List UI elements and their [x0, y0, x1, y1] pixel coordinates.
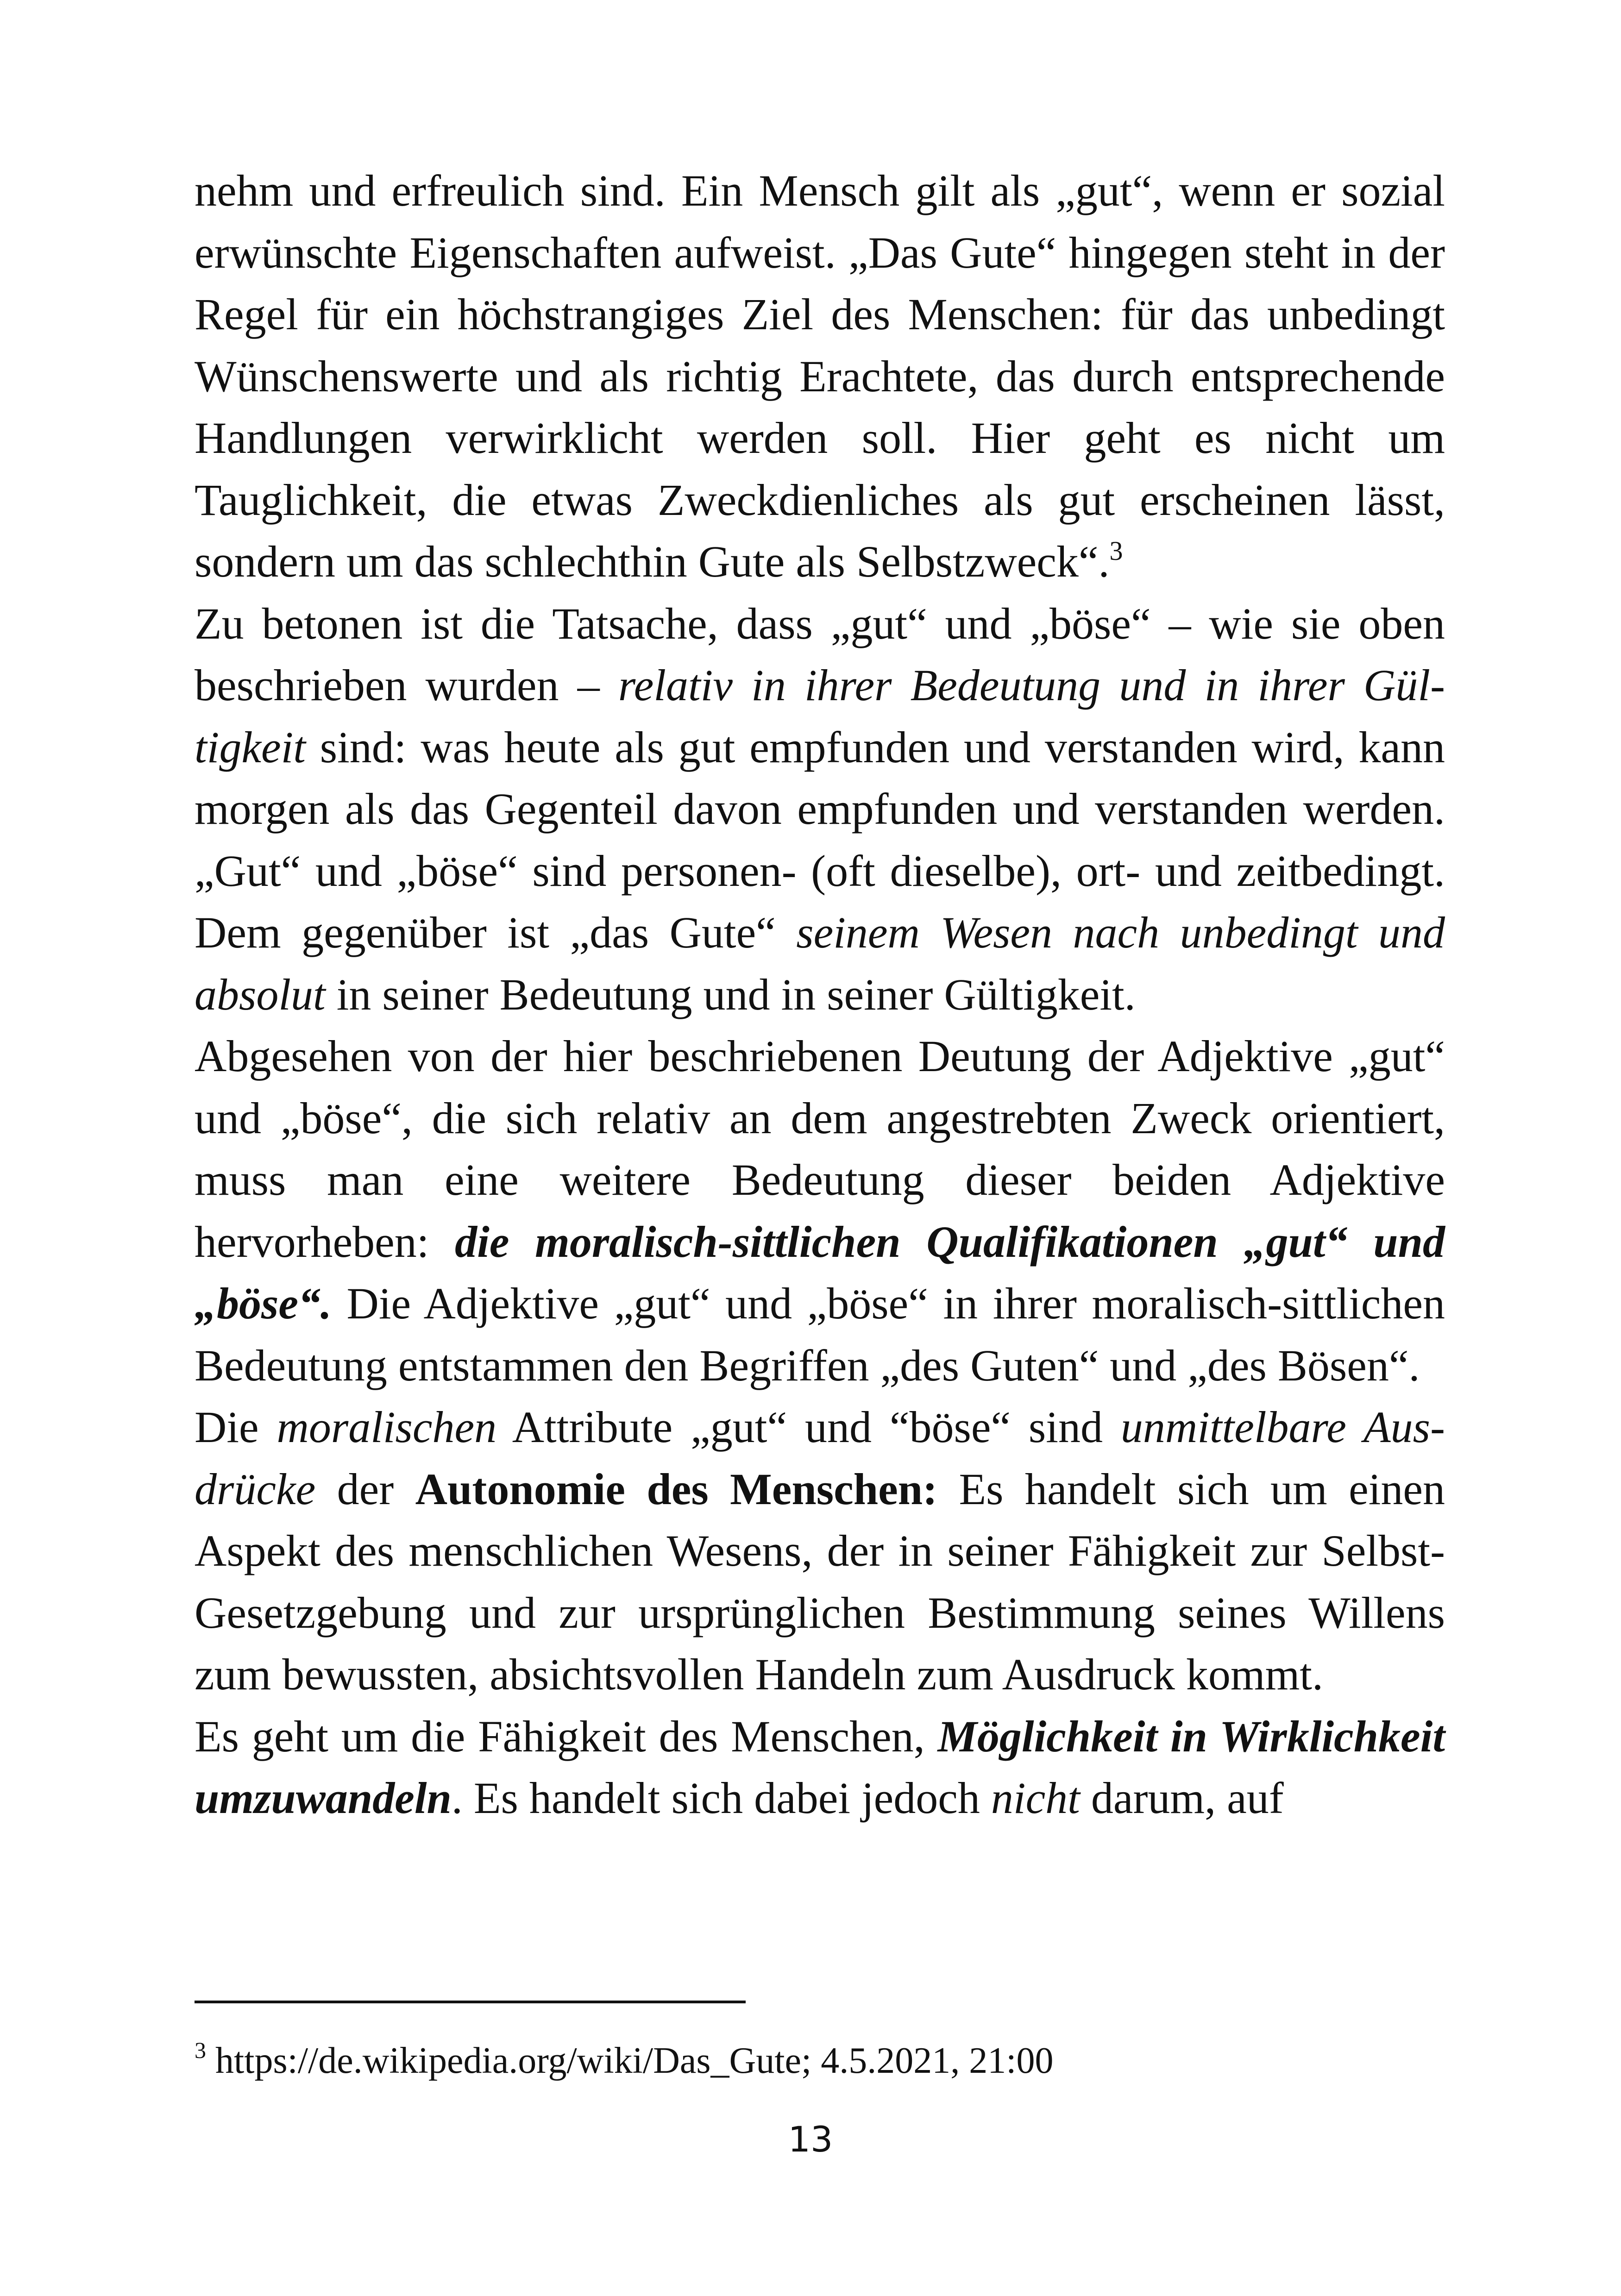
footnote-marker: 3	[195, 2037, 206, 2063]
body-text	[195, 160, 1445, 1829]
text-run: Möglichkeit in Wirklichkeit umzuwandeln	[195, 1711, 1445, 1823]
paragraph	[195, 593, 1445, 1026]
text-run: unmittelbare Ausdrücke	[195, 1402, 1445, 1514]
paragraph	[195, 1706, 1445, 1829]
text-run: Attribute „gut“ und “böse“ sind	[496, 1402, 1121, 1452]
text-run: in seiner Bedeutung und in seiner Gültigkeit.	[325, 969, 1136, 1019]
paragraph	[195, 160, 1445, 593]
text-run: Abgesehen von der hier beschriebenen Deutung der Adjektive „gut“ und „böse“, die sich relativ an dem angestrebten Zweck orientiert, muss man eine weitere Bedeutung dieser beiden Adjektive hervorheben:	[195, 1031, 1445, 1267]
text-run: nicht	[991, 1773, 1080, 1823]
text-run: Die	[195, 1402, 277, 1452]
footnote-text: https://de.wikipedia.org/wiki/Das_Gute; 4.5.2021, 21:00	[206, 2040, 1054, 2081]
text-run: Autonomie des Menschen:	[415, 1464, 938, 1514]
text-run: sind: was heute als gut empfunden und verstanden wird, kann morgen als das Gegenteil davon empfunden und verstanden werden. „Gut“ und „böse“ sind personen- (oft dieselbe), ort- und zeitbedingt. Dem gegenüber ist „das Gute“	[195, 722, 1445, 957]
text-run: . Es handelt sich dabei jedoch	[451, 1773, 991, 1823]
paragraph	[195, 1025, 1445, 1396]
text-run: der	[315, 1464, 415, 1514]
footnote-reference: 3	[1109, 536, 1123, 566]
text-run: relativ in ihrer Bedeutung und in ihrer Gültigkeit	[195, 660, 1445, 772]
text-run: moralischen	[276, 1402, 497, 1452]
footnote-separator	[195, 2001, 746, 2003]
footnote	[195, 2035, 1445, 2086]
text-run: nehm und erfreulich sind. Ein Mensch gilt als „gut“, wenn er sozial erwünschte Eigenschaften aufweist. „Das Gute“ hingegen steht in der Regel für ein höchstrangiges Ziel des Menschen: für das unbedingt Wünschenswerte und als richtig Erachtete, das durch entsprechende Handlungen verwirklicht werden soll. Hier geht es nicht um Tauglichkeit, die etwas Zweckdienliches als gut erscheinen lässt, sondern um das schlechthin Gute als Selbstzweck“.	[195, 166, 1445, 586]
text-run: seinem Wesen nach unbedingt und absolut	[195, 908, 1445, 1019]
text-run: darum, auf	[1080, 1773, 1284, 1823]
text-run: Es handelt sich um einen Aspekt des menschlichen Wesens, der in seiner Fähigkeit zur Selbst-Gesetzgebung und zur ursprünglichen Bestimmung seines Willens zum bewussten, absichtsvollen Handeln zum Ausdruck kommt.	[195, 1464, 1445, 1699]
paragraph	[195, 1396, 1445, 1706]
text-run: Zu betonen ist die Tatsache, dass „gut“ und „böse“ – wie sie oben beschrieben wurden –	[195, 598, 1445, 710]
page-number: 13	[788, 2119, 833, 2160]
text-run: Die Adjektive „gut“ und „böse“ in ihrer moralisch-sittlichen Bedeutung entstammen den Begriffen „des Guten“ und „des Bösen“.	[195, 1279, 1445, 1390]
text-run: Es geht um die Fähigkeit des Menschen,	[195, 1711, 938, 1761]
text-run: die moralisch-sittlichen Qualifikationen „gut“ und „böse“.	[195, 1217, 1445, 1328]
